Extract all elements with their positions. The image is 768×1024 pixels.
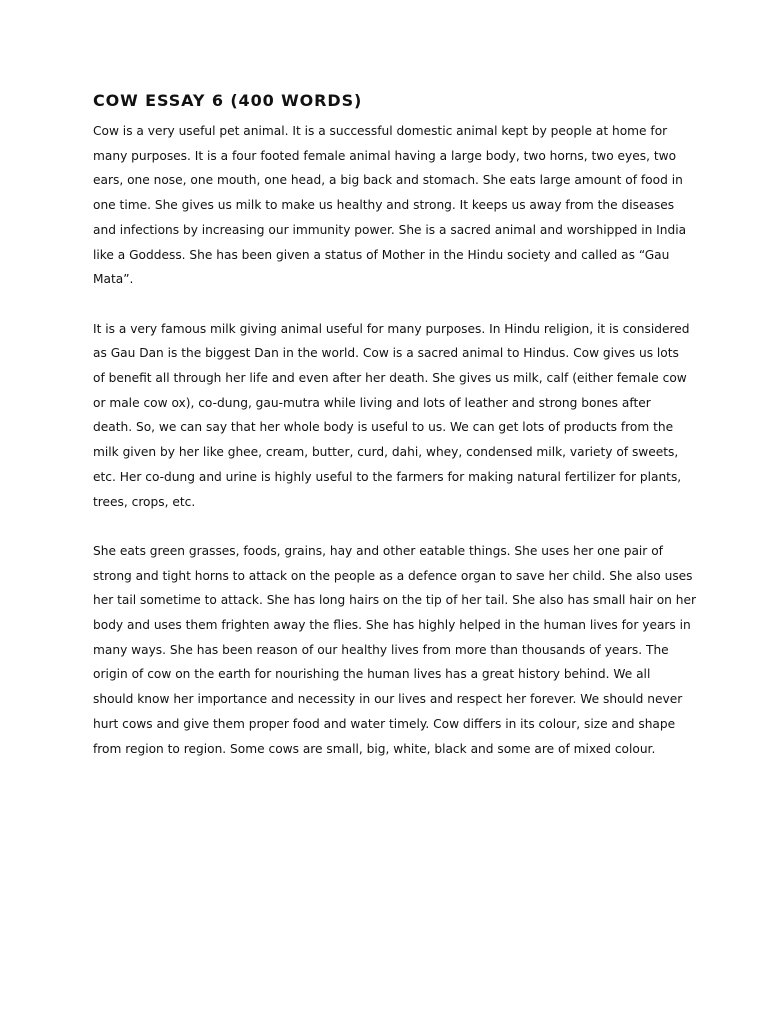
paragraph-line: She eats green grasses, foods, grains, hay and other eatable things. She uses her one pair of (93, 543, 663, 558)
paragraph-line: Mata”. (93, 272, 134, 287)
paragraph-line: and infections by increasing our immunity power. She is a sacred animal and worshipped in India (93, 222, 687, 237)
paragraph-line: her tail sometime to attack. She has long hairs on the tip of her tail. She also has small hair on her (93, 593, 697, 608)
paragraph-line: origin of cow on the earth for nourishing the human lives has a great history behind. We all (93, 667, 651, 682)
paragraph-line: etc. Her co-dung and urine is highly useful to the farmers for making natural fertilizer for plants, (93, 469, 682, 484)
paragraph-line: death. So, we can say that her whole body is useful to us. We can get lots of products from the (93, 420, 674, 435)
essay-title: COW ESSAY 6 (400 WORDS) (93, 91, 363, 110)
paragraph-line: strong and tight horns to attack on the people as a defence organ to save her child. She also uses (93, 568, 693, 583)
paragraph-line: trees, crops, etc. (93, 494, 196, 509)
paragraph-line: should know her importance and necessity in our lives and respect her forever. We should never (93, 692, 683, 707)
paragraph-line: of benefit all through her life and even after her death. She gives us milk, calf (either female cow (93, 371, 687, 386)
paragraph-line: many ways. She has been reason of our healthy lives from more than thousands of years. The (93, 642, 669, 657)
paragraph-line: from region to region. Some cows are small, big, white, black and some are of mixed colour. (93, 741, 656, 756)
paragraph-line: body and uses them frighten away the flies. She has highly helped in the human lives for years in (93, 618, 691, 633)
paragraph-line: like a Goddess. She has been given a status of Mother in the Hindu society and called as “Gau (93, 247, 670, 262)
paragraph-1 (93, 119, 687, 292)
paragraph-line: milk given by her like ghee, cream, butter, curd, dahi, whey, condensed milk, variety of sweets, (93, 445, 679, 460)
paragraph-line: one time. She gives us milk to make us healthy and strong. It keeps us away from the diseases (93, 198, 675, 213)
paragraph-line: hurt cows and give them proper food and water timely. Cow differs in its colour, size and shape (93, 716, 676, 731)
paragraph-line: or male cow ox), co-dung, gau-mutra while living and lots of leather and strong bones after (93, 395, 651, 410)
paragraph-line: many purposes. It is a four footed female animal having a large body, two horns, two eyes, two (93, 148, 677, 163)
paragraph-line: Cow is a very useful pet animal. It is a successful domestic animal kept by people at home for (93, 124, 668, 138)
paragraph-line: as Gau Dan is the biggest Dan in the world. Cow is a sacred animal to Hindus. Cow gives us lots (93, 346, 679, 361)
document-body (93, 90, 697, 786)
paragraph-2 (93, 317, 690, 515)
paragraph-line: It is a very famous milk giving animal useful for many purposes. In Hindu religion, it is considered (93, 321, 690, 336)
paragraph-3 (93, 539, 697, 761)
paragraph-line: ears, one nose, one mouth, one head, a big back and stomach. She eats large amount of food in (93, 173, 683, 188)
